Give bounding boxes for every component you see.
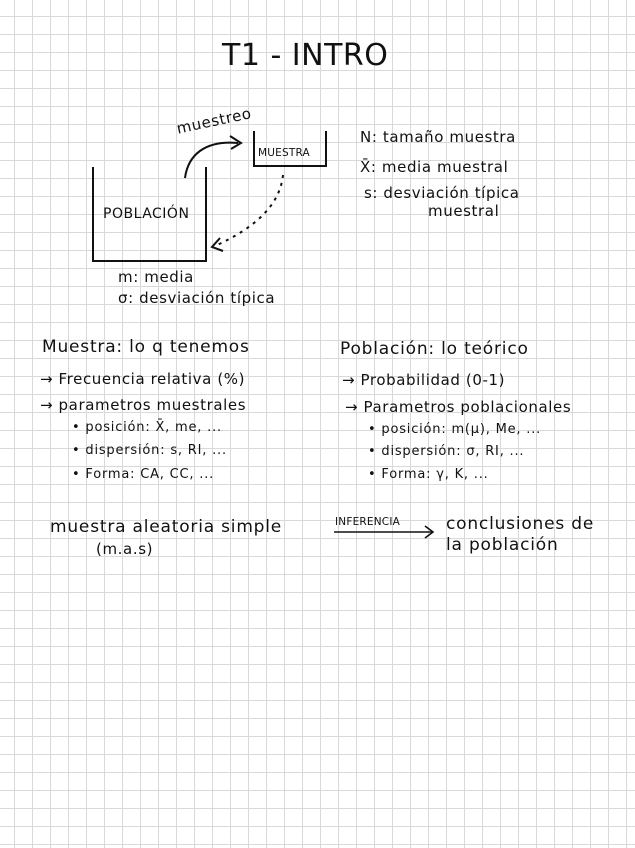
muestra-heading: Muestra: lo q tenemos bbox=[42, 337, 250, 357]
sample-param-xbar: X̄: media muestral bbox=[360, 158, 509, 176]
poblacion-item-probabilidad: → Probabilidad (0-1) bbox=[342, 371, 506, 389]
inference-arrow-label: INFERENCIA bbox=[335, 516, 401, 528]
page-title: T1 - INTRO bbox=[222, 38, 389, 73]
poblacion-sub-dispersion: • dispersión: σ, RI, ... bbox=[368, 444, 525, 459]
inference-right-line2: la población bbox=[446, 535, 559, 555]
inference-left-line2: (m.a.s) bbox=[96, 540, 154, 558]
inference-left-line1: muestra aleatoria simple bbox=[50, 517, 283, 537]
return-arrowhead bbox=[212, 238, 223, 251]
poblacion-sub-posicion: • posición: m(μ), Me, ... bbox=[368, 422, 542, 437]
poblacion-heading: Población: lo teórico bbox=[340, 339, 529, 359]
muestra-label: MUESTRA bbox=[258, 147, 310, 159]
sample-param-n: N: tamaño muestra bbox=[360, 128, 516, 146]
sample-param-s-line1: s: desviación típica bbox=[364, 184, 520, 202]
poblacion-label: POBLACIÓN bbox=[103, 206, 190, 222]
inference-right-line1: conclusiones de bbox=[446, 514, 595, 534]
pop-param-media: m: media bbox=[118, 268, 194, 286]
poblacion-sub-forma: • Forma: γ, K, ... bbox=[368, 467, 489, 482]
muestra-sub-forma: • Forma: CA, CC, ... bbox=[72, 467, 215, 482]
inference-arrowhead bbox=[425, 526, 433, 538]
muestreo-arrow bbox=[185, 143, 238, 178]
muestra-item-parametros: → parametros muestrales bbox=[40, 396, 247, 414]
muestreo-arrowhead bbox=[230, 136, 241, 149]
poblacion-item-parametros: → Parametros poblacionales bbox=[345, 398, 572, 416]
return-dashed-arrow bbox=[215, 175, 283, 246]
muestra-item-frecuencia: → Frecuencia relativa (%) bbox=[40, 370, 246, 388]
muestreo-label: muestreo bbox=[175, 104, 254, 138]
muestra-sub-posicion: • posición: X̄, me, ... bbox=[72, 420, 222, 435]
muestra-sub-dispersion: • dispersión: s, RI, ... bbox=[72, 443, 227, 458]
sample-param-s-line2: muestral bbox=[428, 202, 500, 220]
pop-param-desviacion: σ: desviación típica bbox=[118, 289, 276, 307]
